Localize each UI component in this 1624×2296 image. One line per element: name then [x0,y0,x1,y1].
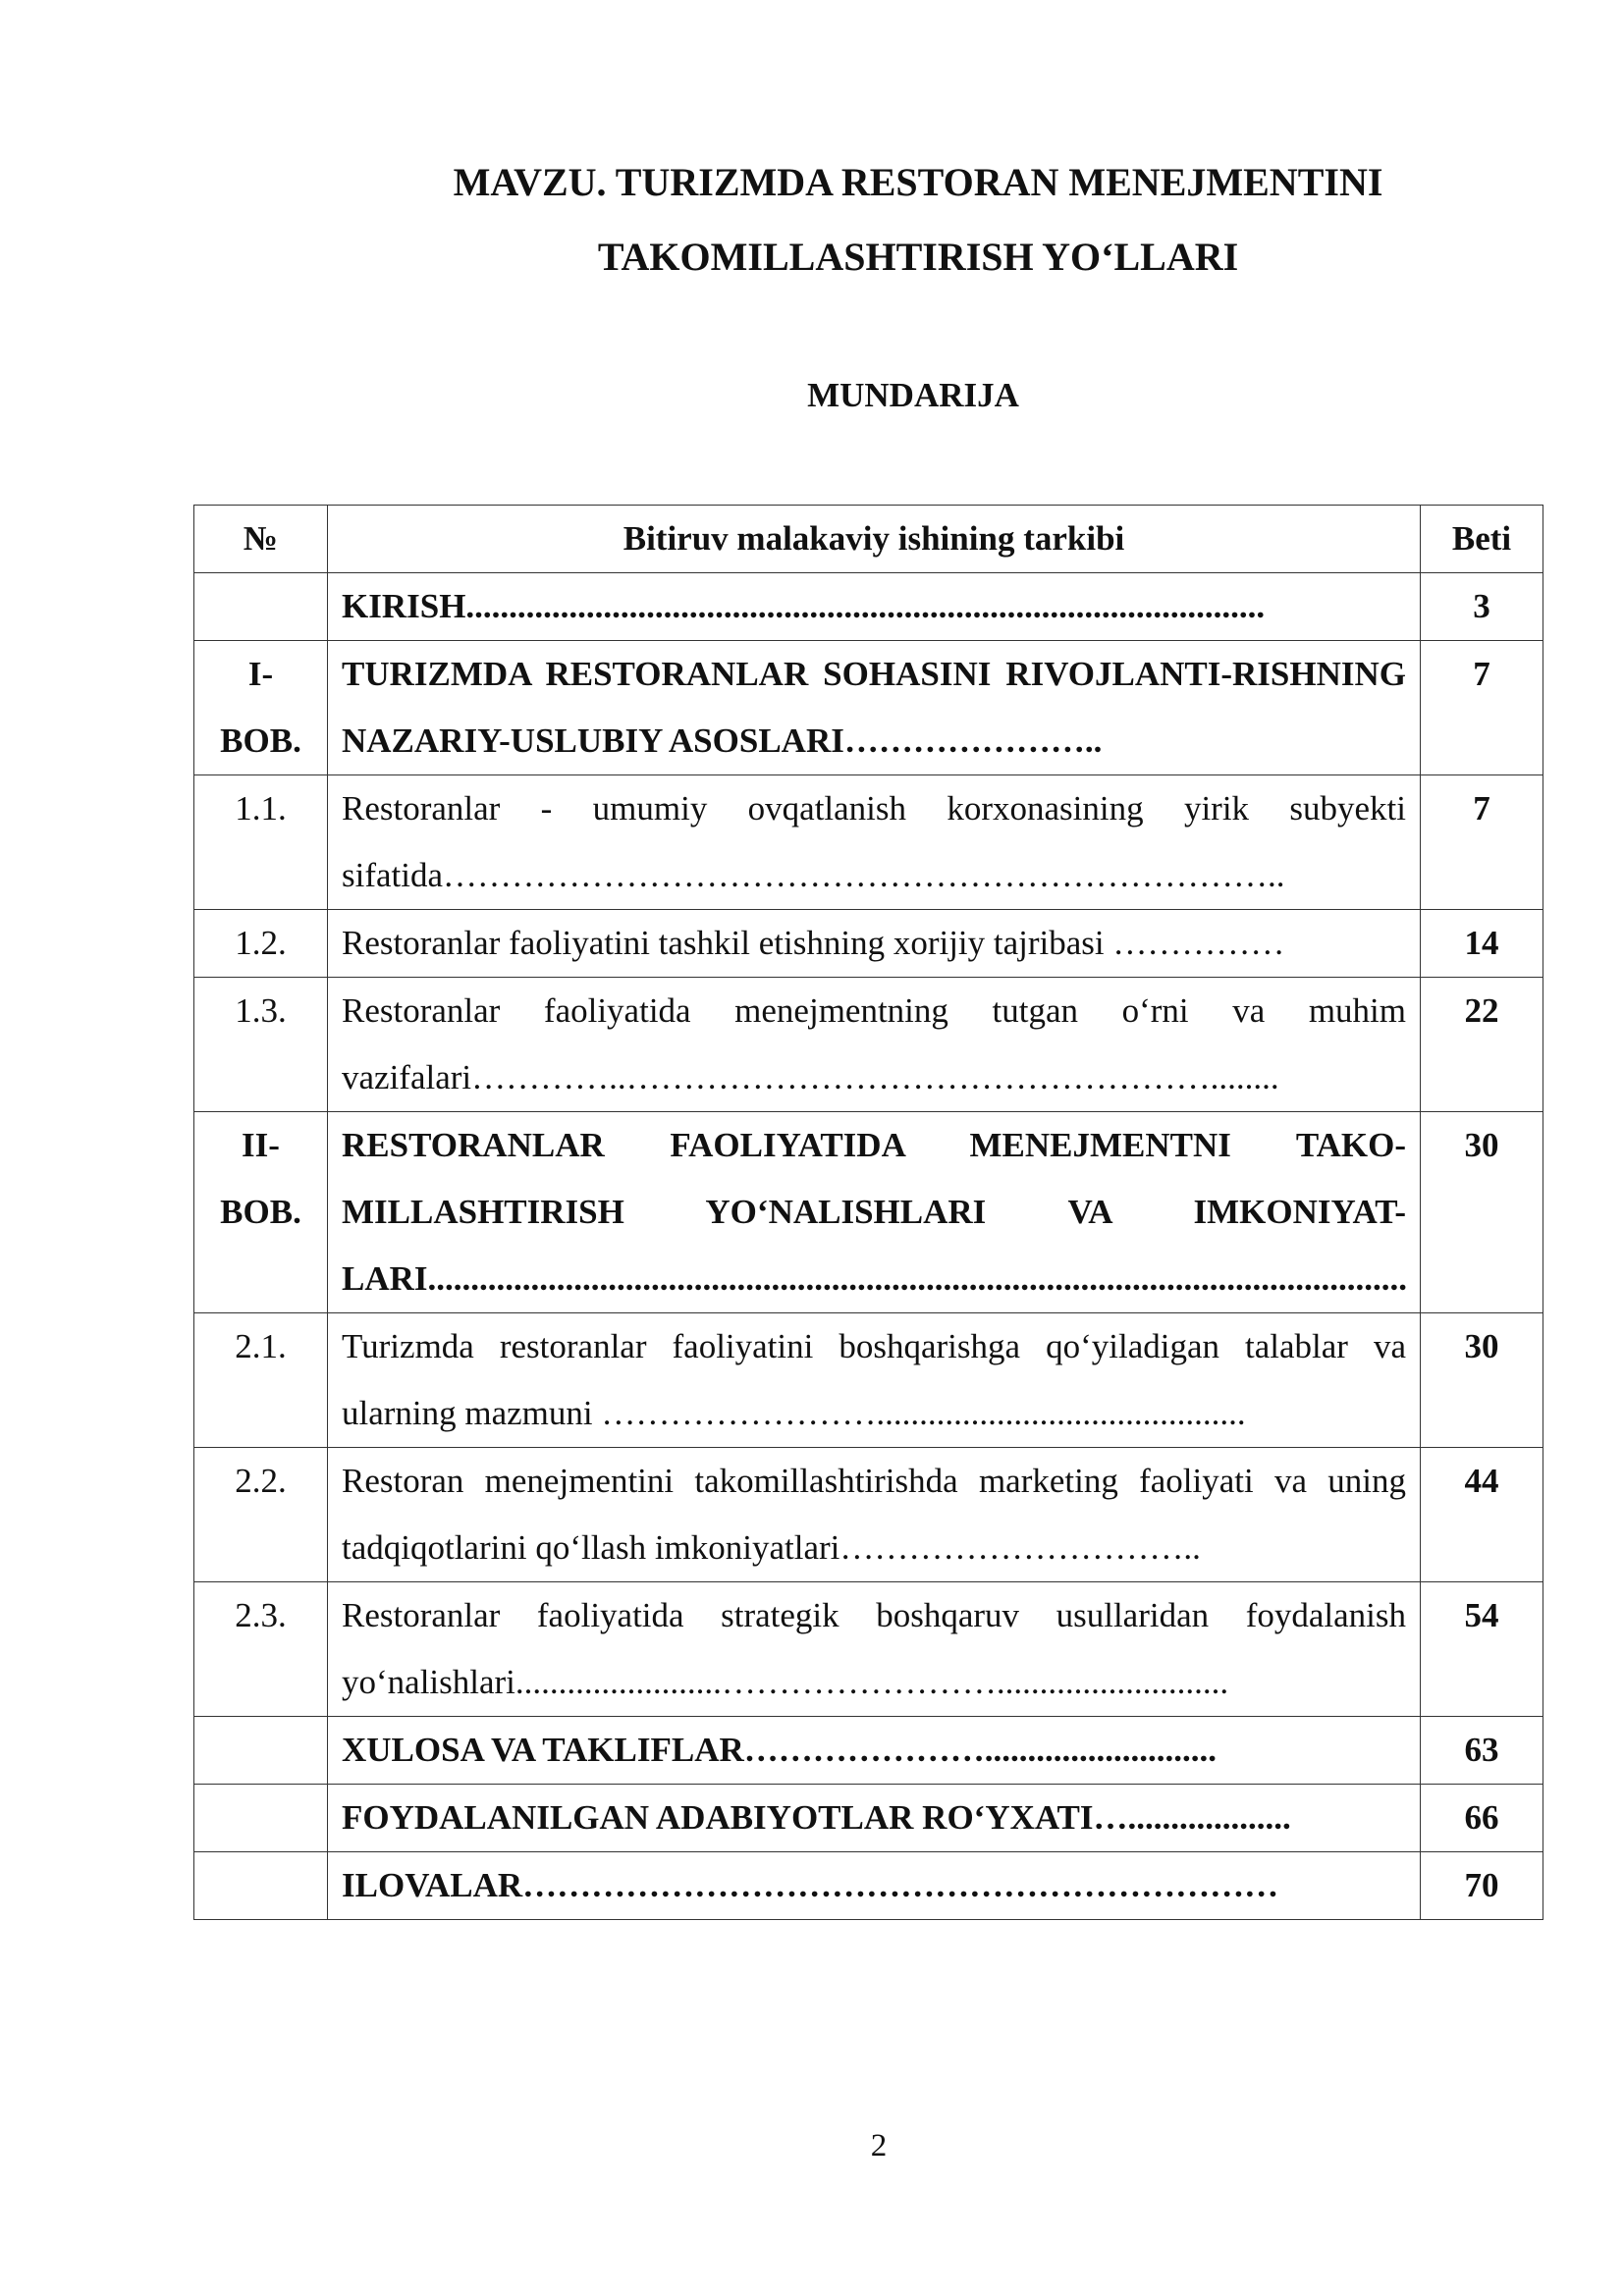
row-title: FOYDALANILGAN ADABIYOTLAR RO‘YXATI…................... [328,1785,1421,1852]
toc-row-references [194,1785,1543,1852]
row-title: Restoranlar faoliyatida strategik boshqaruv usullaridan foydalanish yo‘nalishlari........................……………………........................... [328,1582,1421,1717]
row-page: 44 [1421,1448,1543,1582]
toc-row-section-1-2 [194,910,1543,978]
row-page: 3 [1421,573,1543,641]
row-page: 30 [1421,1313,1543,1448]
row-number: 2.1. [194,1313,328,1448]
row-page: 63 [1421,1717,1543,1785]
toc-row-section-2-2 [194,1448,1543,1582]
title-line-2: TAKOMILLASHTIRISH YO‘LLARI [597,235,1239,279]
row-title: XULOSA VA TAKLIFLAR…………………........................... [328,1717,1421,1785]
header-number: № [194,506,328,573]
row-title: Turizmda restoranlar faoliyatini boshqarishga qo‘yiladigan talablar va ularning mazmuni ……………………........................................... [328,1313,1421,1448]
toc-row-introduction [194,573,1543,641]
row-title: Restoranlar - umumiy ovqatlanish korxonasining yirik subyekti sifatida……………………………………………………………….. [328,775,1421,910]
row-number: II-BOB. [194,1112,328,1313]
row-title: RESTORANLAR FAOLIYATIDA MENEJMENTNI TAKO-MILLASHTIRISH YO‘NALISHLARI VA IMKONIYAT-LARI.................................................................................................................. [328,1112,1421,1313]
header-title: Bitiruv malakaviy ishining tarkibi [328,506,1421,573]
row-page: 14 [1421,910,1543,978]
row-number: 1.2. [194,910,328,978]
row-page: 7 [1421,641,1543,775]
title-line-1: MAVZU. TURIZMDA RESTORAN MENEJMENTINI [453,160,1383,204]
row-title: Restoran menejmentini takomillashtirishda marketing faoliyati va uning tadqiqotlarini qo‘llash imkoniyatlari………………………….. [328,1448,1421,1582]
row-number: 2.2. [194,1448,328,1582]
contents-heading: MUNDARIJA [807,376,1019,414]
row-page: 7 [1421,775,1543,910]
row-page: 66 [1421,1785,1543,1852]
row-number: 2.3. [194,1582,328,1717]
row-number [194,1717,328,1785]
header-page: Beti [1421,506,1543,573]
row-number: 1.3. [194,978,328,1112]
toc-row-chapter-1 [194,641,1543,775]
toc-row-section-2-1 [194,1313,1543,1448]
table-of-contents [193,505,1543,1920]
toc-row-appendices [194,1852,1543,1920]
toc-header-row [194,506,1543,573]
toc-row-section-2-3 [194,1582,1543,1717]
row-title: TURIZMDA RESTORANLAR SOHASINI RIVOJLANTI-RISHNING NAZARIY-USLUBIY ASOSLARI………………….. [328,641,1421,775]
row-title: Restoranlar faoliyatida menejmentning tutgan o‘rni va muhim vazifalari…………..……………………………………………........ [328,978,1421,1112]
toc-row-section-1-1 [194,775,1543,910]
toc-row-chapter-2 [194,1112,1543,1313]
row-number: I-BOB. [194,641,328,775]
row-page: 30 [1421,1112,1543,1313]
toc-row-conclusion [194,1717,1543,1785]
row-number [194,1852,328,1920]
page-number: 2 [870,2128,888,2163]
row-page: 22 [1421,978,1543,1112]
toc-row-section-1-3 [194,978,1543,1112]
row-title: KIRISH............................................................................................. [328,573,1421,641]
row-number [194,573,328,641]
row-title: Restoranlar faoliyatini tashkil etishning xorijiy tajribasi …………… [328,910,1421,978]
row-page: 70 [1421,1852,1543,1920]
document-title [388,145,1448,294]
row-number: 1.1. [194,775,328,910]
row-title: ILOVALAR………………………………………………………… [328,1852,1421,1920]
row-page: 54 [1421,1582,1543,1717]
row-number [194,1785,328,1852]
